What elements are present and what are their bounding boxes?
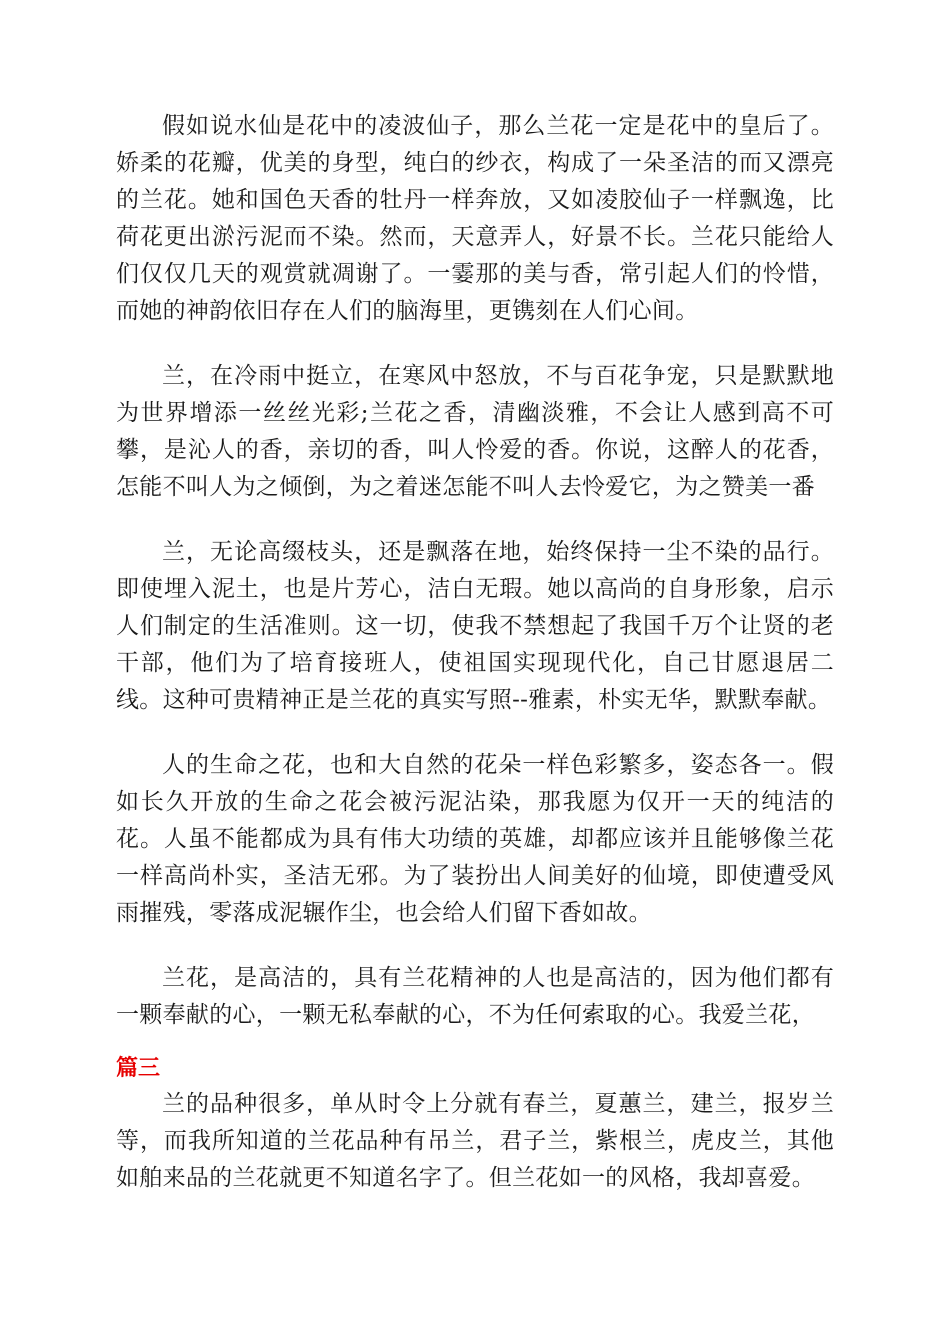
paragraph-spacer (116, 330, 834, 358)
section-heading: 篇三 (116, 1056, 161, 1081)
paragraph-2: 兰，在冷雨中挺立，在寒风中怒放，不与百花争宠，只是默默地为世界增添一丝丝光彩;兰花之香，清幽淡雅，不会让人感到高不可攀，是沁人的香，亲切的香，叫人怜爱的香。你说，这醉人的花香，怎能不叫人为之倾倒，为之着迷怎能不叫人去怜爱它，为之赞美一番 (116, 363, 834, 500)
paragraph-3: 兰，无论高缀枝头，还是飘落在地，始终保持一尘不染的品行。即使埋入泥土，也是片芳心，洁白无瑕。她以高尚的自身形象，启示人们制定的生活准则。这一切，使我不禁想起了我国千万个让贤的老干部，他们为了培育接班人，使祖国实现现代化，自己甘愿退居二线。这种可贵精神正是兰花的真实写照--雅素，朴实无华，默默奉献。 (116, 539, 834, 713)
section-paragraph-1: 兰的品种很多，单从时令上分就有春兰，夏蕙兰，建兰，报岁兰等，而我所知道的兰花品种有吊兰，君子兰，紫根兰，虎皮兰，其他如舶来品的兰花就更不知道名字了。但兰花如一的风格，我却喜爱。 (116, 1091, 834, 1191)
paragraph-spacer (116, 932, 834, 960)
paragraph-spacer (116, 506, 834, 534)
paragraph-1: 假如说水仙是花中的凌波仙子，那么兰花一定是花中的皇后了。娇柔的花瓣，优美的身型，纯白的纱衣，构成了一朵圣洁的而又漂亮的兰花。她和国色天香的牡丹一样奔放，又如凌胶仙子一样飘逸，比荷花更出淤污泥而不染。然而，天意弄人，好景不长。兰花只能给人们仅仅几天的观赏就凋谢了。一霎那的美与香，常引起人们的怜惜，而她的神韵依旧存在人们的脑海里，更镌刻在人们心间。 (116, 113, 834, 324)
paragraph-4: 人的生命之花，也和大自然的花朵一样色彩繁多，姿态各一。假如长久开放的生命之花会被污泥沾染，那我愿为仅开一天的纯洁的花。人虽不能都成为具有伟大功绩的英雄，却都应该并且能够像兰花一样高尚朴实，圣洁无邪。为了装扮出人间美好的仙境，即使遭受风雨摧残，零落成泥辗作尘，也会给人们留下香如故。 (116, 752, 834, 926)
paragraph-5: 兰花，是高洁的，具有兰花精神的人也是高洁的，因为他们都有一颗奉献的心，一颗无私奉献的心，不为任何索取的心。我爱兰花， (116, 965, 834, 1028)
document-body (116, 108, 834, 1197)
paragraph-spacer (116, 1034, 834, 1052)
paragraph-spacer (116, 719, 834, 747)
